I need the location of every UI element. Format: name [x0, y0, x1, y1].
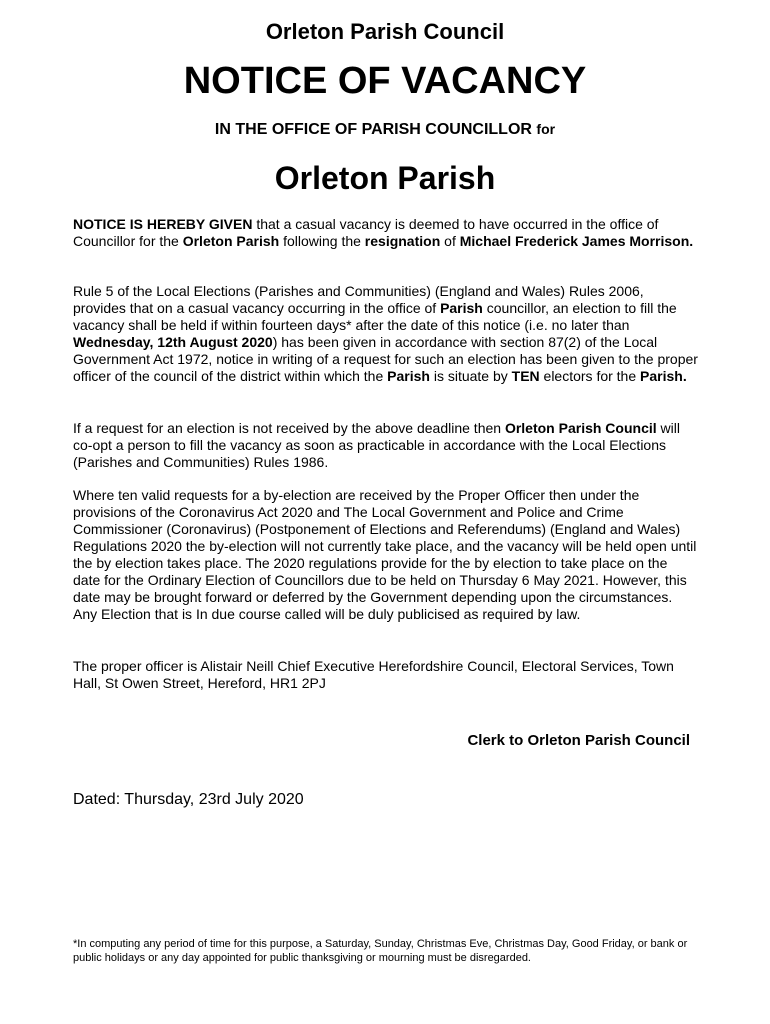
- text-run: Rule 5 of the Local Elections (Parishes and Communities) (England and Wales) Rules 2006, provides that on a casual vacancy occurring in the office of: [73, 283, 644, 316]
- bold-phrase: Michael Frederick James Morrison.: [459, 233, 694, 249]
- text-run: If a request for an election is not received by the above deadline then: [73, 420, 505, 436]
- bold-phrase: TEN: [511, 368, 540, 384]
- paragraph-text: Where ten valid requests for a by-election are received by the Proper Officer then under the provisions of the Coronavirus Act 2020 and The Local Government and Police and Crime Commissioner (Coronavirus) (Postponement of Elections and Referendums) (England and Wales) Regulations 2020 the by-election will not currently take place, and the vacancy will be held open until the by election takes place. The 2020 regulations provide for the by election to take place on the date for the Ordinary Election of Councillors due to be held on Thursday 6 May 2021. However, this date may be brought forward or deferred by the Government depending upon the circumstances. Any Election that is In due course called will be duly publicised as required by law.: [73, 487, 697, 622]
- text-run: following the: [279, 233, 365, 249]
- bold-phrase: Parish.: [640, 368, 687, 384]
- footnote: *In computing any period of time for this purpose, a Saturday, Sunday, Christmas Eve, Christmas Day, Good Friday, or bank or public holidays or any day appointed for public thanksgiving or mourning must be disregarded.: [73, 938, 688, 964]
- office-line-text: IN THE OFFICE OF PARISH COUNCILLOR: [214, 121, 532, 138]
- vacancy-notice-paragraph: [73, 216, 698, 250]
- paragraph-text: The proper officer is Alistair Neill Chief Executive Herefordshire Council, Electoral Services, Town Hall, St Owen Street, Hereford, HR1 2PJ: [73, 658, 674, 691]
- clerk-signoff: Clerk to Orleton Parish Council: [467, 732, 690, 749]
- dated-line: Dated: Thursday, 23rd July 2020: [73, 791, 304, 808]
- coronavirus-provisions-paragraph: [73, 487, 698, 623]
- notice-title: NOTICE OF VACANCY: [183, 60, 587, 102]
- proper-officer-paragraph: [73, 658, 698, 692]
- text-run: ) has been given in accordance with section 87(2) of the Local Government Act 1972, notice in writing of a request for such an election has been given to the proper officer of the council of the district within which the: [73, 334, 698, 384]
- bold-phrase: Orleton Parish Council: [504, 420, 657, 436]
- deadline-date: Wednesday, 12th August 2020: [73, 334, 273, 350]
- office-line-for: for: [536, 121, 556, 137]
- text-run: is situate by: [429, 368, 512, 384]
- bold-phrase: NOTICE IS HEREBY GIVEN: [73, 216, 253, 232]
- bold-phrase: Orleton Parish: [182, 233, 280, 249]
- parish-heading: Orleton Parish: [274, 160, 496, 196]
- text-run: councillor, an election to fill the vacancy shall be held if within fourteen days* after the date of this notice (i.e. no later than: [73, 300, 677, 333]
- council-name: Orleton Parish Council: [265, 19, 505, 44]
- bold-phrase: resignation: [364, 233, 441, 249]
- co-option-paragraph: [73, 420, 698, 471]
- text-run: electors for the: [539, 368, 641, 384]
- bold-phrase: Parish: [387, 368, 430, 384]
- election-rule-paragraph: [73, 283, 698, 385]
- text-run: will co-opt a person to fill the vacancy as soon as practicable in accordance with the Local Elections (Parishes and Communities) Rules 1986.: [73, 420, 680, 470]
- text-run: that a casual vacancy is deemed to have occurred in the office of Councillor for the: [73, 216, 659, 249]
- text-run: of: [440, 233, 460, 249]
- bold-phrase: Parish: [440, 300, 483, 316]
- office-line: [0, 118, 770, 141]
